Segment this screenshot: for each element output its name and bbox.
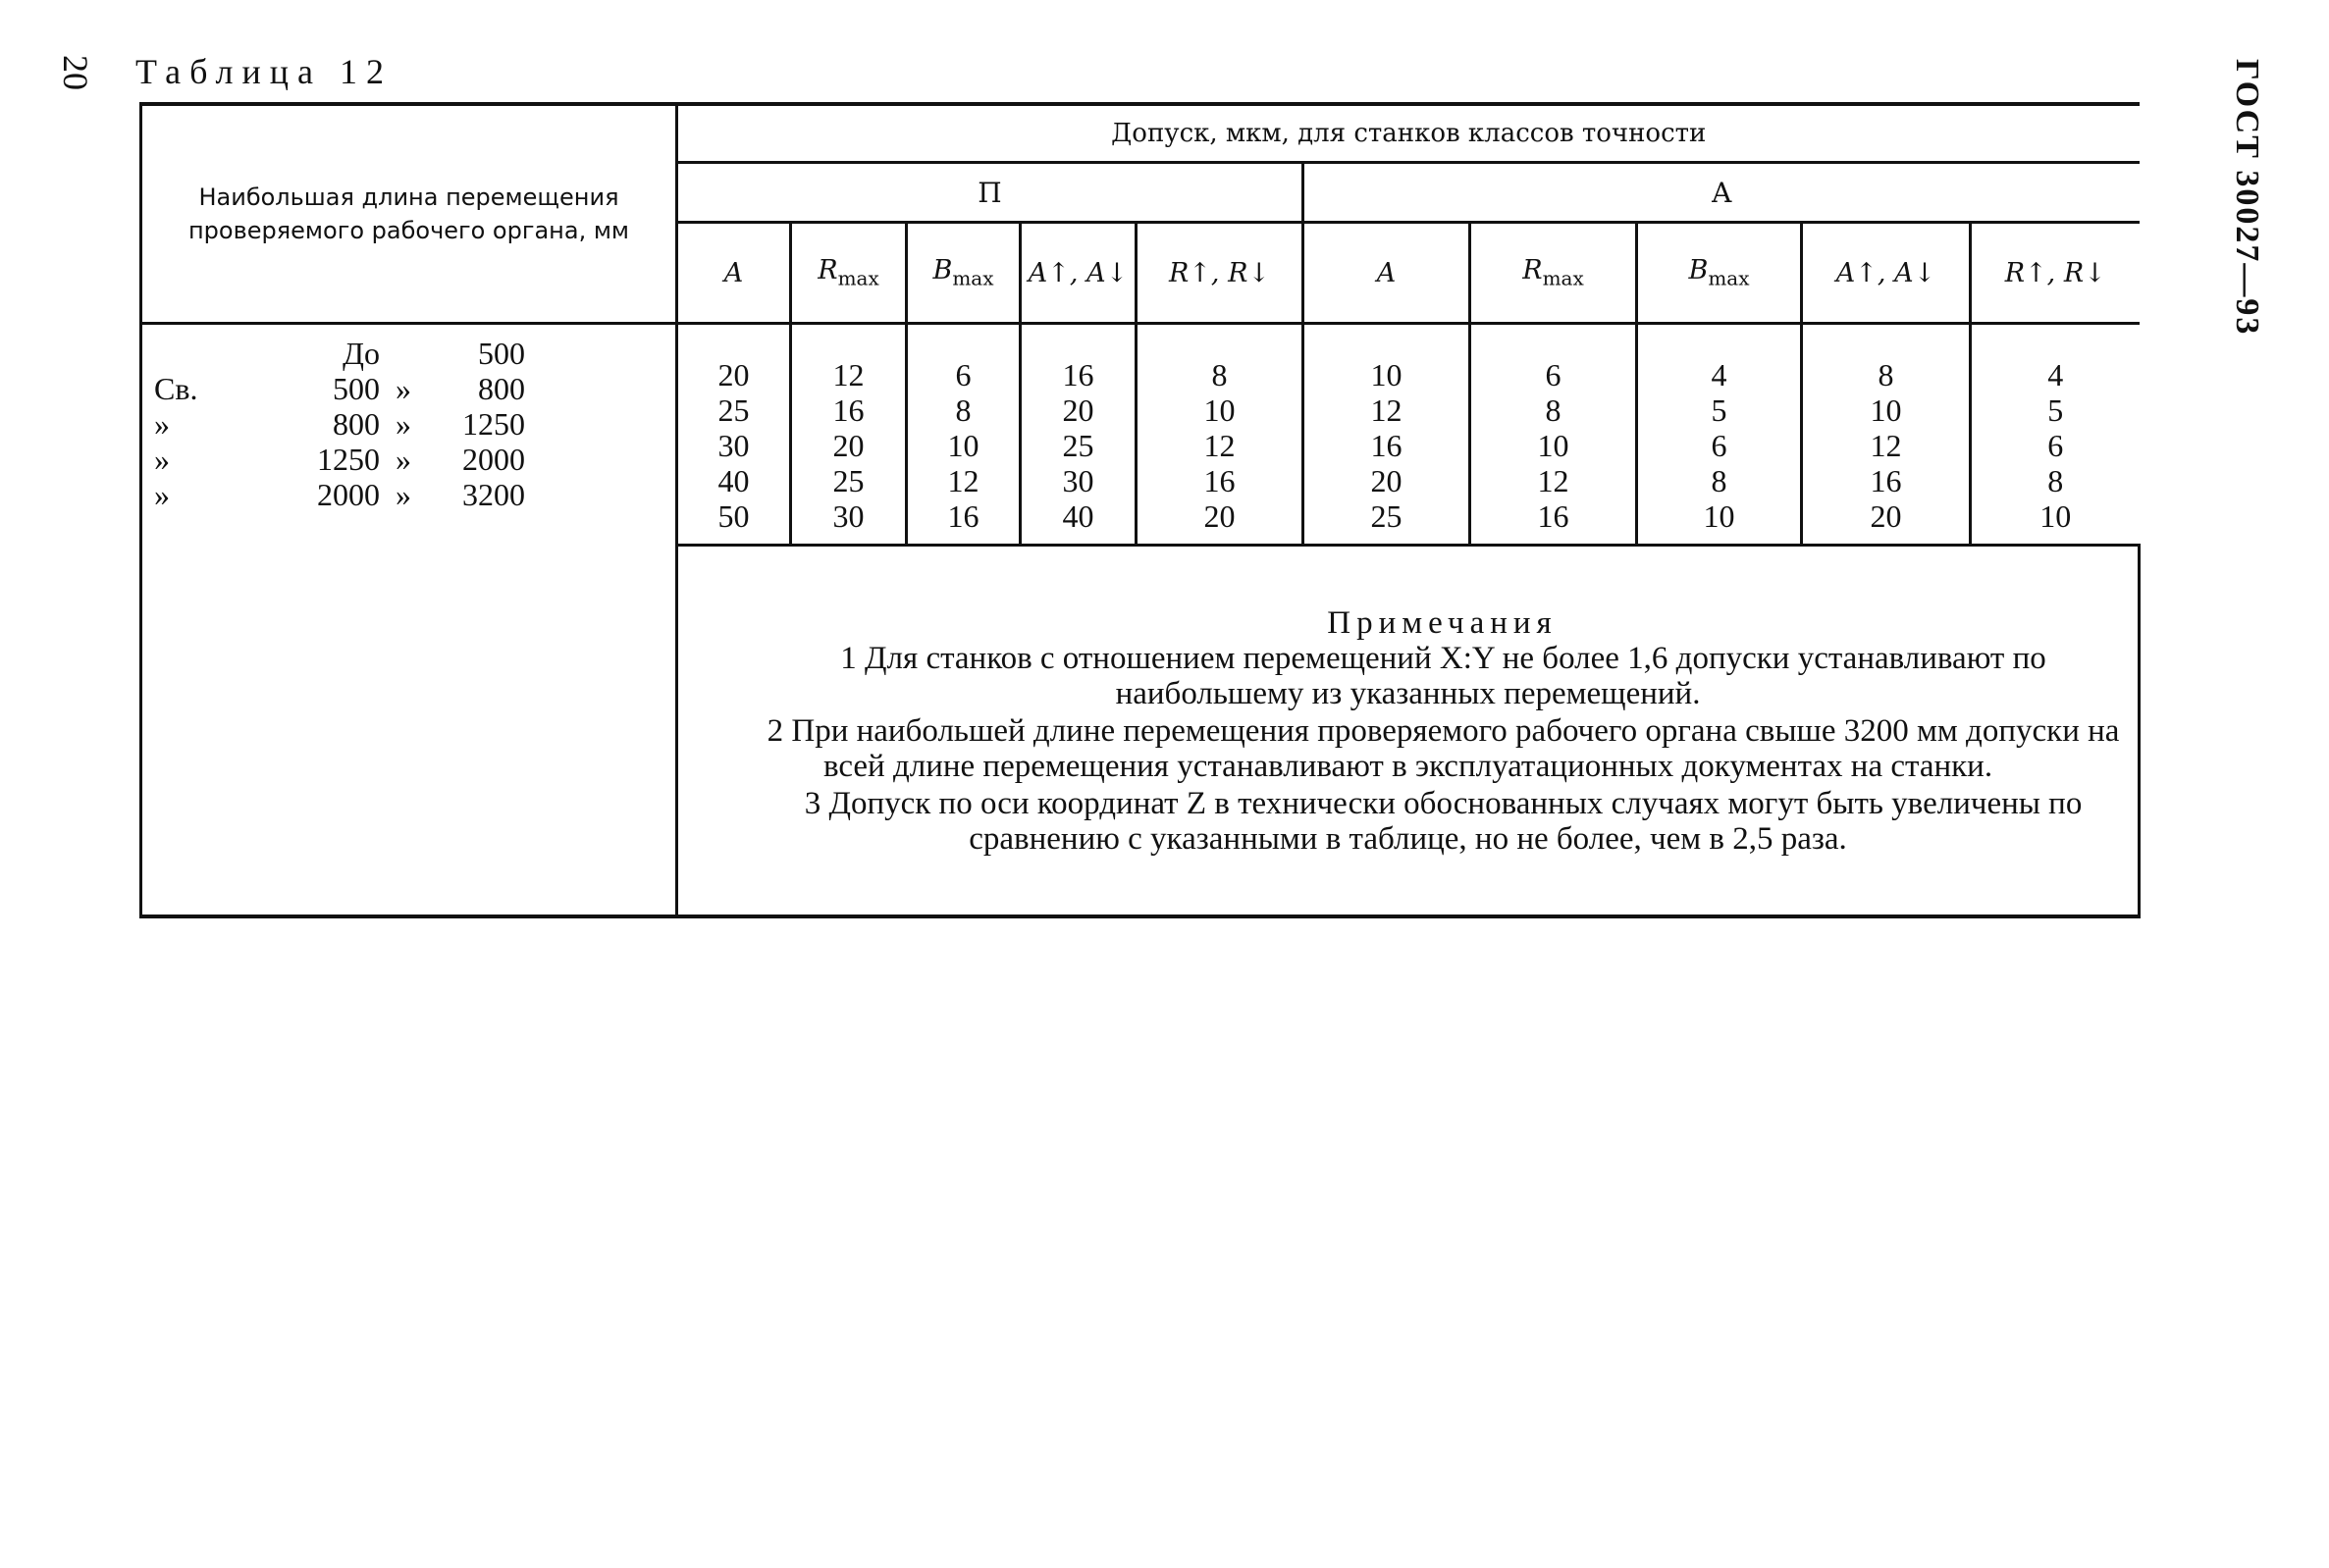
range-to: 2000 <box>462 442 525 477</box>
sub-header-p-bmax <box>907 223 1021 324</box>
sub-header-text: R <box>1522 255 1543 287</box>
left-header-cell <box>141 104 677 324</box>
value-cell: 8 <box>1545 392 1561 428</box>
range-to: 1250 <box>462 406 525 442</box>
sub-header-text: R↑, R↓ <box>1168 257 1271 288</box>
range-from: 800 <box>333 406 380 442</box>
sub-header-a-r-arrows <box>1971 223 2140 324</box>
sub-header-text: R↑, R↓ <box>2004 257 2106 288</box>
range-from: 500 <box>333 371 380 406</box>
value-cell: 10 <box>947 427 979 463</box>
top-header-cell <box>677 104 2140 163</box>
value-cell: 6 <box>1545 356 1561 392</box>
range-to: 500 <box>478 336 525 371</box>
left-header-text: Наибольшая длина перемещения проверяемого рабочего органа, мм <box>187 183 630 244</box>
value-column <box>1802 324 1971 546</box>
sub-header-p-a-arrows <box>1021 223 1137 324</box>
sub-header-text: A <box>723 257 744 288</box>
value-cell: 10 <box>1370 356 1403 392</box>
value-cell: 8 <box>955 392 972 428</box>
document-id: ГОСТ 30027—93 <box>2229 59 2265 337</box>
range-to: 800 <box>478 371 525 406</box>
value-list <box>1138 336 1301 534</box>
range-prefix: Св. <box>154 371 198 406</box>
sub-header-subscript: max <box>952 266 994 290</box>
values-row <box>141 324 2140 546</box>
value-cell: 10 <box>2039 497 2072 534</box>
range-row <box>142 336 675 371</box>
sub-header-text: R <box>818 255 838 287</box>
value-cell: 25 <box>832 462 865 498</box>
range-from: 2000 <box>317 477 380 512</box>
table-caption: Таблица 12 <box>135 52 393 91</box>
value-cell: 25 <box>1370 497 1403 534</box>
sub-header-text: B <box>932 255 953 287</box>
range-row <box>142 371 675 406</box>
range-prefix: » <box>154 406 170 442</box>
notes-title: Примечания <box>1327 604 1558 641</box>
range-from: До <box>343 336 380 371</box>
value-cell: 10 <box>1870 392 1902 428</box>
value-cell: 6 <box>1711 427 1727 463</box>
sub-header-p-rmax <box>791 223 907 324</box>
sub-header-a-a <box>1303 223 1470 324</box>
value-cell: 40 <box>1062 497 1094 534</box>
page-number: 20 <box>56 55 95 90</box>
tolerance-table <box>139 102 2141 918</box>
top-header-text: Допуск, мкм, для станков классов точности <box>1111 119 1707 148</box>
value-cell: 20 <box>1203 497 1236 534</box>
value-cell: 16 <box>1537 497 1569 534</box>
range-from: 1250 <box>317 442 380 477</box>
value-cell: 16 <box>832 392 865 428</box>
value-column <box>1021 324 1137 546</box>
value-cell: 4 <box>1711 356 1727 392</box>
value-cell: 30 <box>717 427 750 463</box>
value-column <box>1637 324 1802 546</box>
value-cell: 16 <box>1870 462 1902 498</box>
sub-header-text: A↑, A↓ <box>1028 257 1129 288</box>
range-prefix: » <box>154 477 170 512</box>
value-cell: 30 <box>832 497 865 534</box>
range-row <box>142 406 675 442</box>
value-cell: 5 <box>1711 392 1727 428</box>
value-column <box>1137 324 1303 546</box>
value-cell: 25 <box>1062 427 1094 463</box>
value-cell: 16 <box>1370 427 1403 463</box>
value-cell: 50 <box>717 497 750 534</box>
sub-header-text: B <box>1688 255 1709 287</box>
value-cell: 8 <box>2047 462 2064 498</box>
value-cell: 12 <box>832 356 865 392</box>
range-separator: » <box>396 406 411 442</box>
range-separator <box>380 336 427 371</box>
value-list <box>1972 336 2140 534</box>
sub-header-a-rmax <box>1470 223 1637 324</box>
value-list <box>792 336 905 534</box>
range-to: 3200 <box>462 477 525 512</box>
value-cell: 30 <box>1062 462 1094 498</box>
value-cell: 8 <box>1211 356 1228 392</box>
value-cell: 5 <box>2047 392 2064 428</box>
ranges-cell <box>141 324 677 917</box>
value-list <box>908 336 1019 534</box>
value-cell: 20 <box>717 356 750 392</box>
sub-header-a-a-arrows <box>1802 223 1971 324</box>
note-item: 1 Для станков с отношением перемещений X:Y не более 1,6 допуски устанавливают по наибольшему из указанных перемещений. <box>840 640 2046 711</box>
value-cell: 12 <box>947 462 979 498</box>
value-cell: 8 <box>1711 462 1727 498</box>
value-cell: 20 <box>1870 497 1902 534</box>
note-item: 2 При наибольшей длине перемещения проверяемого рабочего органа свыше 3200 мм допуски на всей длине перемещения устанавливают в эксплуатационных документах на станки. <box>767 712 2120 784</box>
value-cell: 20 <box>832 427 865 463</box>
note-item: 3 Допуск по оси координат Z в технически обоснованных случаях могут быть увеличены по сравнению с указанными в таблице, но не более, чем в 2,5 раза. <box>804 785 2083 857</box>
range-prefix: » <box>154 442 170 477</box>
value-list <box>1638 336 1800 534</box>
sub-header-text: A↑, A↓ <box>1835 257 1936 288</box>
value-column <box>907 324 1021 546</box>
tolerance-table-wrapper <box>139 102 2138 918</box>
value-list <box>1304 336 1468 534</box>
value-cell: 25 <box>717 392 750 428</box>
range-separator: » <box>396 371 411 406</box>
value-cell: 10 <box>1703 497 1735 534</box>
value-cell: 12 <box>1370 392 1403 428</box>
value-list <box>678 336 789 534</box>
value-column <box>1470 324 1637 546</box>
sub-header-p-r-arrows <box>1137 223 1303 324</box>
range-separator: » <box>396 477 411 512</box>
value-list <box>1022 336 1135 534</box>
value-cell: 16 <box>1203 462 1236 498</box>
value-column <box>791 324 907 546</box>
value-list <box>1471 336 1635 534</box>
sub-header-text: A <box>1376 257 1397 288</box>
value-cell: 16 <box>947 497 979 534</box>
range-prefix <box>142 336 252 371</box>
notes-cell <box>677 546 2140 917</box>
value-column <box>1971 324 2140 546</box>
value-cell: 12 <box>1203 427 1236 463</box>
sub-header-subscript: max <box>1708 266 1750 290</box>
class-p-header: П <box>677 163 1303 223</box>
sub-header-subscript: max <box>1542 266 1584 290</box>
value-cell: 10 <box>1203 392 1236 428</box>
value-list <box>1803 336 1969 534</box>
value-column <box>677 324 791 546</box>
value-cell: 12 <box>1537 462 1569 498</box>
value-cell: 8 <box>1878 356 1894 392</box>
value-cell: 6 <box>2047 427 2064 463</box>
range-separator: » <box>396 442 411 477</box>
range-row <box>142 442 675 477</box>
value-cell: 20 <box>1370 462 1403 498</box>
value-cell: 10 <box>1537 427 1569 463</box>
value-cell: 4 <box>2047 356 2064 392</box>
sub-header-p-a <box>677 223 791 324</box>
value-cell: 40 <box>717 462 750 498</box>
value-cell: 12 <box>1870 427 1902 463</box>
value-cell: 6 <box>955 356 972 392</box>
sub-header-subscript: max <box>837 266 879 290</box>
ranges-list <box>142 314 675 925</box>
value-column <box>1303 324 1470 546</box>
range-row <box>142 477 675 512</box>
value-cell: 16 <box>1062 356 1094 392</box>
class-a-header: А <box>1303 163 2140 223</box>
sub-header-a-bmax <box>1637 223 1802 324</box>
value-cell: 20 <box>1062 392 1094 428</box>
